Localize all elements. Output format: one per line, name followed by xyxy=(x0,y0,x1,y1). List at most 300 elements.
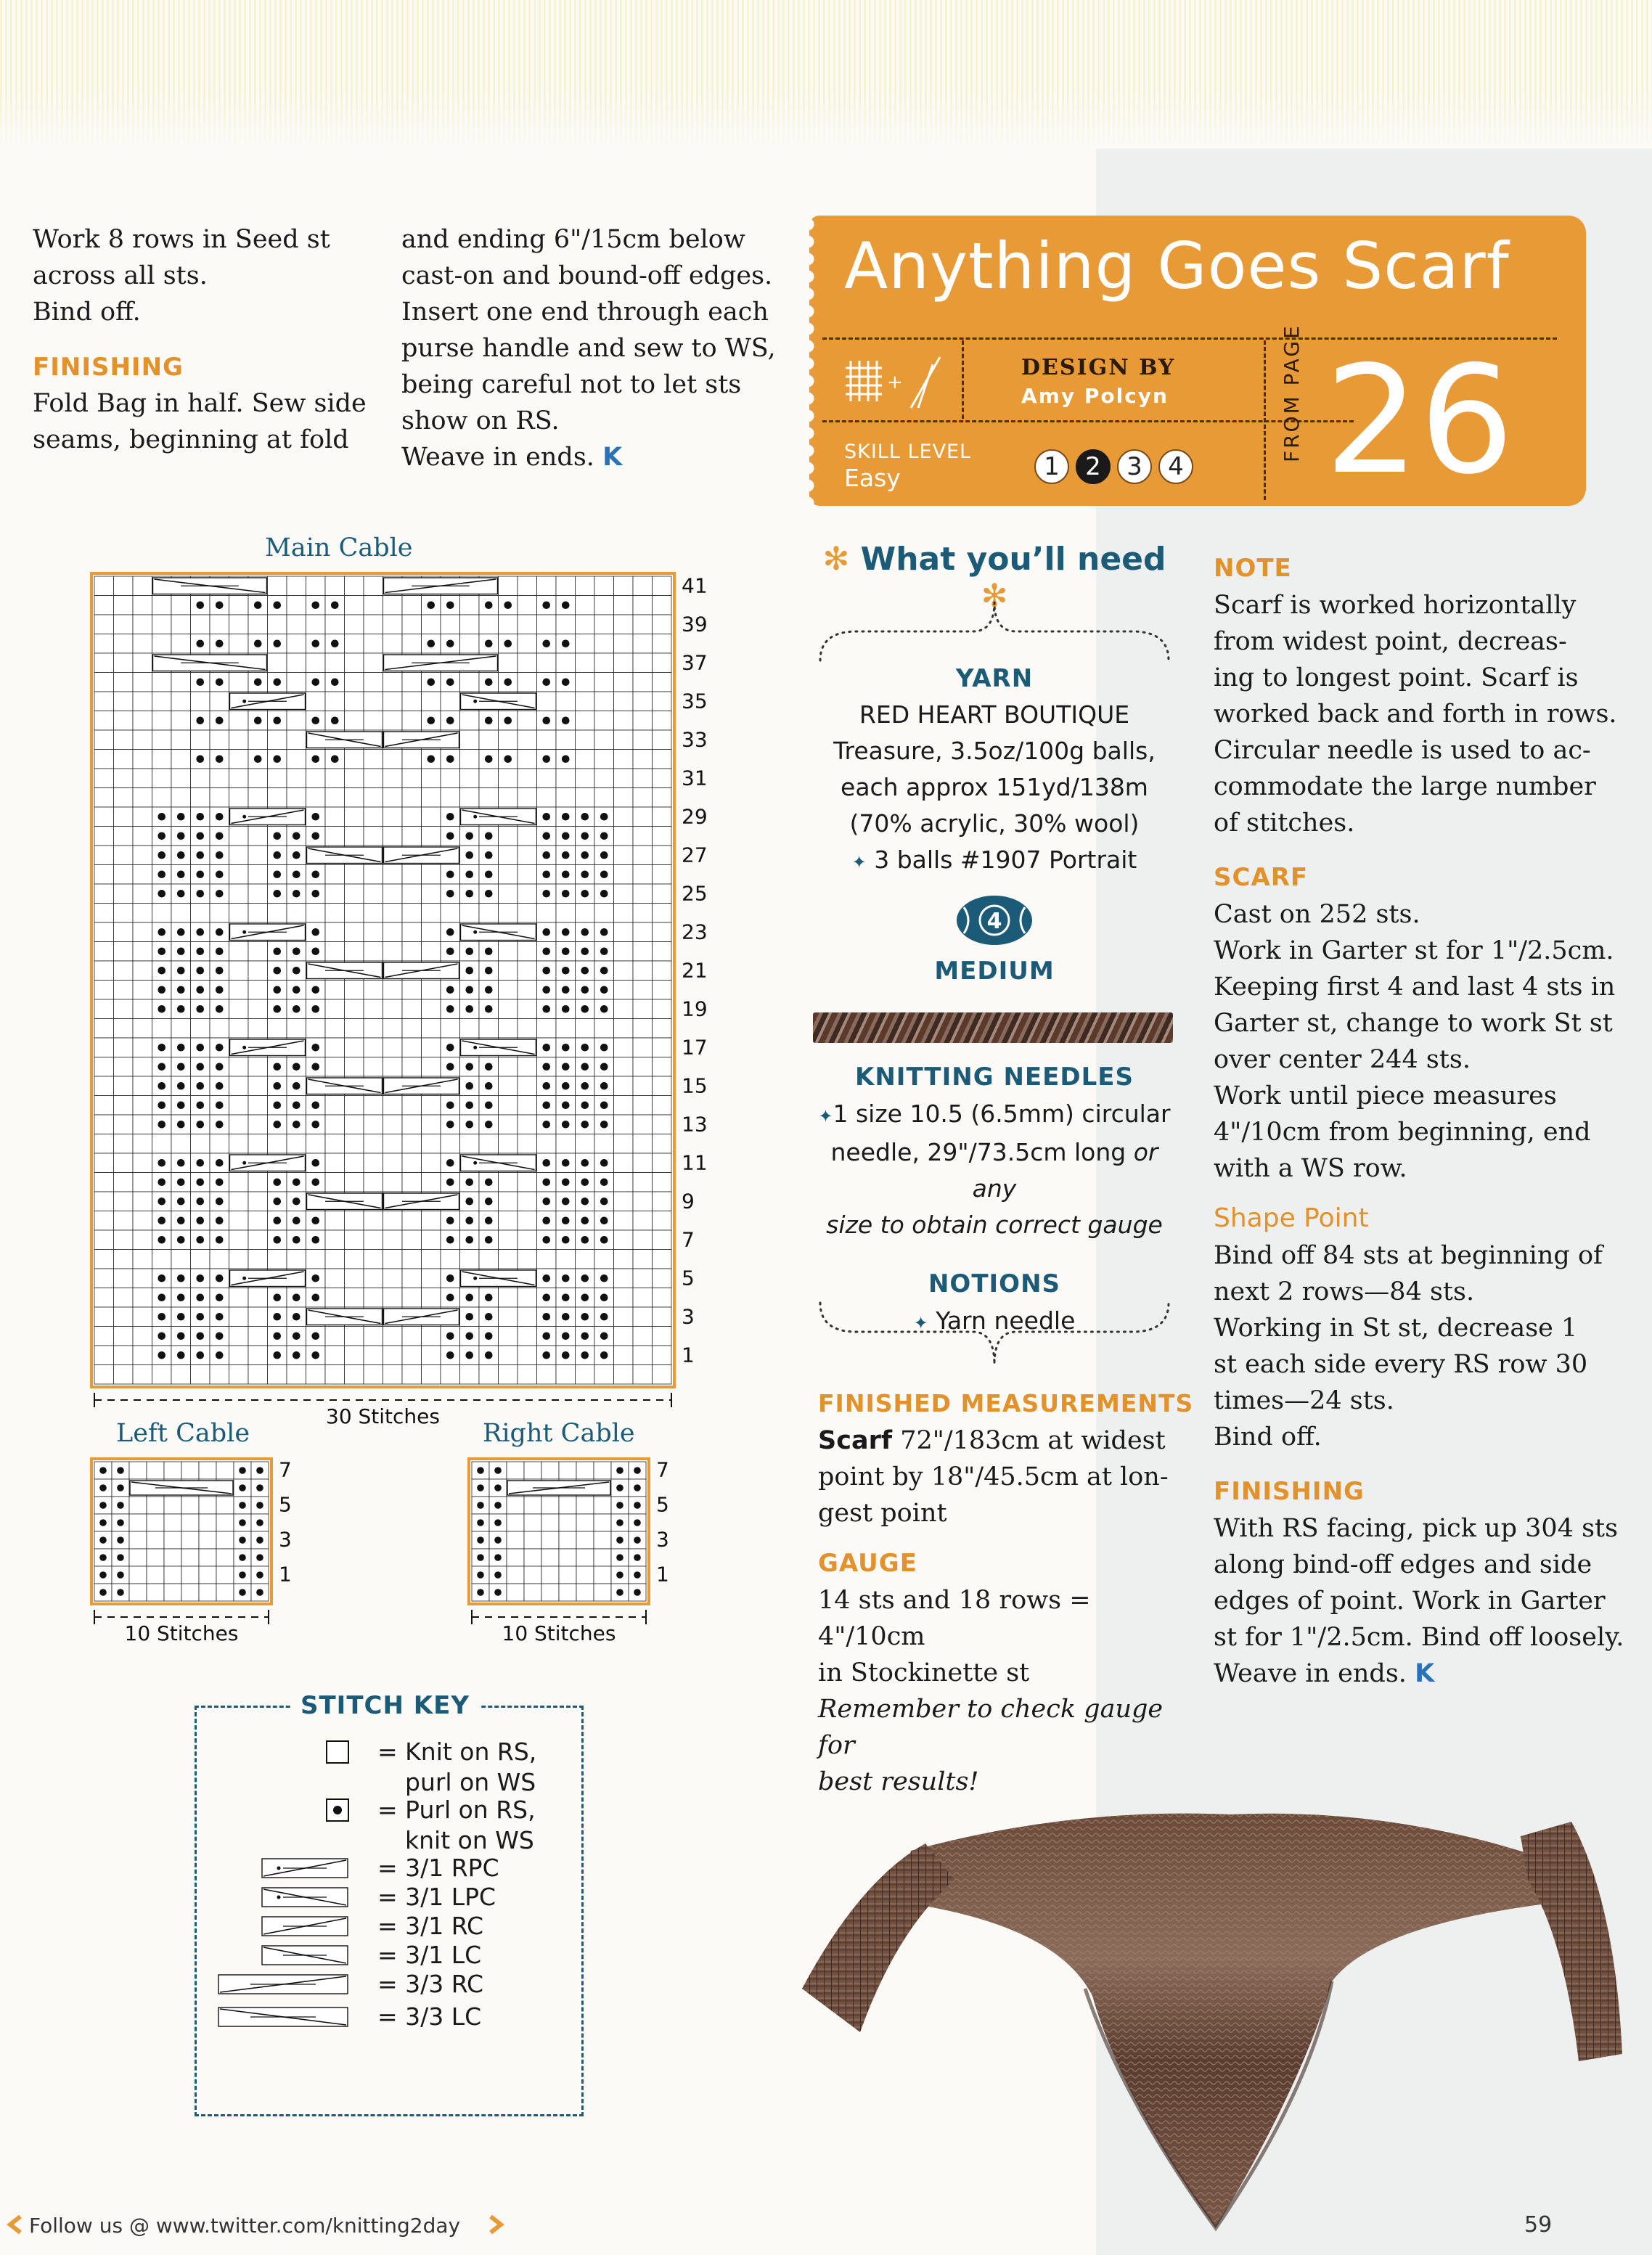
chart-cell xyxy=(133,1096,152,1116)
purl-dot xyxy=(196,1351,204,1359)
purl-dot xyxy=(465,890,473,898)
purl-dot xyxy=(562,967,570,975)
chart-cell xyxy=(383,1134,403,1154)
purl-dot xyxy=(542,1082,550,1090)
purl-dot xyxy=(446,601,454,609)
purl-dot xyxy=(293,1063,300,1071)
chart-cell xyxy=(364,1211,383,1231)
purl-dot xyxy=(600,1159,608,1167)
chart-cell xyxy=(614,769,634,788)
purl-dot xyxy=(196,1159,204,1167)
chart-cell xyxy=(94,1211,114,1231)
purl-dot xyxy=(273,1293,281,1301)
purl-dot xyxy=(311,678,319,686)
chart-cell xyxy=(268,730,287,750)
chart-cell xyxy=(181,1531,199,1549)
chart-cell xyxy=(94,576,114,596)
purl-dot xyxy=(465,1121,473,1129)
chart-cell xyxy=(94,1115,114,1134)
purl-dot xyxy=(196,678,204,686)
chart-cell xyxy=(364,981,383,1000)
chart-cell xyxy=(422,999,441,1019)
purl-dot xyxy=(581,832,589,840)
purl-dot xyxy=(465,947,473,955)
chart-cell xyxy=(499,827,518,846)
chart-cell xyxy=(191,788,210,808)
purl-dot xyxy=(177,1121,185,1129)
purl-dot xyxy=(158,1293,165,1301)
purl-dot xyxy=(562,1236,570,1244)
footer-arrow-icon xyxy=(4,2214,26,2235)
chart-cell xyxy=(248,788,268,808)
chart-cell xyxy=(152,788,172,808)
chart-cell xyxy=(614,788,634,808)
chart-cell xyxy=(614,865,634,885)
chart-cell xyxy=(559,1497,576,1514)
chart-cell xyxy=(614,1365,634,1385)
purl-dot xyxy=(427,755,435,763)
chart-cell xyxy=(94,1288,114,1308)
chart-cell xyxy=(152,769,172,788)
purl-dot xyxy=(542,601,550,609)
purl-dot xyxy=(477,1554,484,1561)
chart-cell xyxy=(364,1019,383,1039)
row-label: 31 xyxy=(682,766,708,790)
chart-cell xyxy=(507,1549,524,1566)
purl-dot xyxy=(504,755,512,763)
purl-dot xyxy=(311,1274,319,1282)
chart-cell xyxy=(147,1531,164,1549)
purl-dot xyxy=(485,1178,493,1186)
purl-dot xyxy=(216,755,224,763)
purl-dot xyxy=(562,678,570,686)
chart-cell xyxy=(633,1038,653,1057)
purl-dot xyxy=(562,1198,570,1206)
chart-cell xyxy=(594,1462,611,1479)
chart-cell xyxy=(383,1327,403,1346)
chart-cell xyxy=(499,904,518,923)
chart-cell xyxy=(614,827,634,846)
purl-dot xyxy=(273,601,281,609)
chart-cell xyxy=(633,1134,653,1154)
text-line: worked back and forth in rows. xyxy=(1214,700,1617,729)
purl-dot xyxy=(485,678,493,686)
purl-dot xyxy=(158,1121,165,1129)
chart-cell xyxy=(383,1230,403,1250)
chart-cell xyxy=(537,1134,557,1154)
purl-dot xyxy=(485,639,493,647)
chart-cell xyxy=(364,1115,383,1134)
chart-cell xyxy=(594,596,614,615)
purl-dot xyxy=(542,832,550,840)
chart-cell xyxy=(114,769,134,788)
chart-cell xyxy=(633,769,653,788)
chart-cell xyxy=(518,1057,537,1077)
purl-dot xyxy=(581,1216,589,1224)
purl-dot xyxy=(177,1159,185,1167)
purl-dot xyxy=(504,639,512,647)
row-label: 3 xyxy=(682,1304,695,1329)
chart-cell xyxy=(229,961,249,981)
chart-cell xyxy=(499,1346,518,1365)
purl-dot xyxy=(273,639,281,647)
purl-dot xyxy=(158,967,165,975)
chart-cell xyxy=(152,1250,172,1269)
chart-cell xyxy=(383,942,403,962)
chart-cell xyxy=(460,788,480,808)
chart-cell xyxy=(114,1230,134,1250)
chart-cell xyxy=(229,750,249,769)
designer-name: Amy Polcyn xyxy=(1021,384,1169,408)
purl-dot xyxy=(542,1005,550,1013)
chart-cell xyxy=(422,1115,441,1134)
chart-cell xyxy=(422,1269,441,1288)
chart-cell xyxy=(94,1269,114,1288)
purl-dot xyxy=(542,1159,550,1167)
chart-cell xyxy=(633,827,653,846)
chart-cell xyxy=(614,961,634,981)
chart-cell xyxy=(460,750,480,769)
chart-cell xyxy=(364,615,383,634)
chart-cell xyxy=(345,904,364,923)
chart-cell xyxy=(633,750,653,769)
purl-dot xyxy=(117,1484,124,1491)
chart-cell xyxy=(229,1288,249,1308)
chart-cell xyxy=(614,1269,634,1288)
purl-dot xyxy=(158,890,165,898)
chart-cell xyxy=(129,1584,147,1601)
purl-dot xyxy=(562,755,570,763)
purl-dot xyxy=(542,1293,550,1301)
chart-cell xyxy=(614,1346,634,1365)
chart-cell xyxy=(364,1365,383,1385)
chart-cell xyxy=(518,634,537,654)
purl-dot xyxy=(446,1236,454,1244)
purl-dot xyxy=(117,1519,124,1526)
chart-cell xyxy=(268,653,287,673)
chart-cell xyxy=(114,1019,134,1039)
scarf-photo xyxy=(780,1793,1637,2243)
purl-dot xyxy=(216,890,224,898)
divider xyxy=(962,340,964,419)
chart-cell xyxy=(460,1019,480,1039)
chart-cell xyxy=(614,1173,634,1192)
chart-cell xyxy=(248,942,268,962)
chart-cell xyxy=(345,942,364,962)
notions-heading: NOTIONS xyxy=(928,1269,1061,1298)
chart-cell xyxy=(594,1531,611,1549)
chart-cell xyxy=(287,634,306,654)
purl-dot xyxy=(273,1101,281,1109)
text-line: Fold Bag in half. Sew side xyxy=(33,389,367,418)
chart-cell xyxy=(345,576,364,596)
chart-cell xyxy=(507,1584,524,1601)
chart-cell xyxy=(114,807,134,827)
chart-cell xyxy=(541,1514,559,1531)
chart-cell xyxy=(94,769,114,788)
chart-cell xyxy=(229,1057,249,1077)
purl-dot xyxy=(562,716,570,724)
chart-cell xyxy=(325,653,345,673)
purl-dot xyxy=(427,601,435,609)
brace-bottom xyxy=(813,1299,1176,1379)
chart-cell xyxy=(633,673,653,692)
purl-dot xyxy=(196,947,204,955)
chart-cell xyxy=(633,1173,653,1192)
chart-cell xyxy=(537,653,557,673)
purl-dot xyxy=(465,967,473,975)
chart-cell xyxy=(402,1153,422,1173)
purl-dot xyxy=(196,1293,204,1301)
chart-cell xyxy=(364,673,383,692)
end-mark-icon: K xyxy=(1415,1659,1435,1688)
chart-cell xyxy=(133,827,152,846)
purl-dot xyxy=(196,1274,204,1282)
chart-cell xyxy=(210,615,229,634)
chart-cell xyxy=(306,1250,326,1269)
text-line: Work 8 rows in Seed st xyxy=(33,225,330,254)
text-line: st for 1"/2.5cm. Bind off loosely. xyxy=(1214,1623,1624,1652)
bullet-icon: ✦ xyxy=(913,1313,928,1333)
chart-cell xyxy=(114,673,134,692)
chart-cell xyxy=(614,981,634,1000)
stitch-key-item xyxy=(377,2002,481,2032)
purl-dot xyxy=(196,1121,204,1129)
chart-cell xyxy=(402,1134,422,1154)
chart-cell xyxy=(422,692,441,711)
purl-dot xyxy=(256,1519,263,1526)
chart-cell xyxy=(133,769,152,788)
text-line: 72"/183cm at widest xyxy=(892,1426,1166,1455)
purl-dot xyxy=(158,928,165,936)
chart-cell xyxy=(383,1038,403,1057)
chart-cell xyxy=(576,730,595,750)
chart-cell xyxy=(499,846,518,865)
purl-dot xyxy=(311,1044,319,1052)
row-label: 29 xyxy=(682,804,708,829)
finishing2-heading: FINISHING xyxy=(1214,1477,1365,1506)
purl-dot xyxy=(177,1082,185,1090)
purl-dot xyxy=(446,1178,454,1186)
chart-cell xyxy=(94,942,114,962)
chart-cell xyxy=(171,750,191,769)
text-line: Insert one end through each xyxy=(401,298,769,327)
chart-cell xyxy=(518,1019,537,1039)
chart-cell xyxy=(383,1211,403,1231)
purl-dot xyxy=(477,1571,484,1579)
chart-cell xyxy=(94,1153,114,1173)
purl-dot xyxy=(465,1063,473,1071)
purl-dot xyxy=(446,1216,454,1224)
chart-cell xyxy=(364,922,383,942)
chart-cell xyxy=(306,576,326,596)
chart-cell xyxy=(422,1365,441,1385)
row-label: 23 xyxy=(682,920,708,944)
chart-cell xyxy=(422,807,441,827)
text-line: Remember to check gauge for xyxy=(818,1695,1164,1760)
chart-cell xyxy=(114,692,134,711)
purl-dot xyxy=(117,1554,124,1561)
chart-cell xyxy=(114,904,134,923)
chart-cell xyxy=(422,615,441,634)
chart-cell xyxy=(422,769,441,788)
chart-cell xyxy=(164,1566,181,1584)
chart-cell xyxy=(653,730,672,750)
purl-dot xyxy=(600,1101,608,1109)
purl-dot xyxy=(117,1536,124,1544)
chart-cell xyxy=(248,615,268,634)
chart-cell xyxy=(114,730,134,750)
cable-symbol xyxy=(242,1277,246,1280)
purl-dot xyxy=(273,1121,281,1129)
chart-cell xyxy=(364,1346,383,1365)
chart-cell xyxy=(345,1288,364,1308)
purl-dot xyxy=(427,678,435,686)
purl-dot xyxy=(581,1274,589,1282)
text-line: (70% acrylic, 30% wool) xyxy=(849,809,1140,838)
chart-cell xyxy=(402,922,422,942)
purl-dot xyxy=(446,678,454,686)
purl-dot xyxy=(581,947,589,955)
chart-cell xyxy=(152,904,172,923)
chart-cell xyxy=(364,807,383,827)
chart-cell xyxy=(633,730,653,750)
purl-dot xyxy=(477,1502,484,1509)
chart-cell xyxy=(653,961,672,981)
chart-cell xyxy=(216,1531,234,1549)
purl-dot xyxy=(542,639,550,647)
chart-cell xyxy=(114,1096,134,1116)
purl-dot xyxy=(634,1502,641,1509)
purl-dot xyxy=(600,851,608,859)
chart-cell xyxy=(129,1462,147,1479)
chart-cell xyxy=(402,1269,422,1288)
chart-cell xyxy=(499,1096,518,1116)
purl-dot xyxy=(216,1082,224,1090)
chart-cell xyxy=(133,1211,152,1231)
chart-cell xyxy=(402,711,422,731)
text-line: seams, beginning at fold xyxy=(33,425,349,454)
chart-cell xyxy=(614,1096,634,1116)
chart-cell xyxy=(383,673,403,692)
purl-dot xyxy=(196,1005,204,1013)
chart-cell xyxy=(653,1269,672,1288)
purl-dot xyxy=(158,1216,165,1224)
purl-dot xyxy=(446,928,454,936)
chart-cell xyxy=(229,846,249,865)
chart-cell xyxy=(614,1076,634,1096)
purl-dot xyxy=(542,1178,550,1186)
purl-dot xyxy=(196,986,204,994)
purl-dot xyxy=(216,1063,224,1071)
text-line: and ending 6"/15cm below xyxy=(401,225,745,254)
chart-cell xyxy=(345,827,364,846)
chart-cell xyxy=(441,904,460,923)
purl-dot xyxy=(158,813,165,821)
purl-dot xyxy=(216,1313,224,1321)
purl-dot xyxy=(581,1236,589,1244)
purl-dot xyxy=(239,1519,246,1526)
text-line: Scarf is worked horizontally xyxy=(1214,591,1577,620)
row-label: 17 xyxy=(682,1035,708,1060)
purl-dot xyxy=(581,1313,589,1321)
chart-cell xyxy=(594,769,614,788)
purl-dot xyxy=(239,1467,246,1474)
chart-cell xyxy=(518,904,537,923)
purl-dot xyxy=(273,1178,281,1186)
footer-twitter-link[interactable]: Follow us @ www.twitter.com/knitting2day xyxy=(29,2214,461,2238)
purl-dot xyxy=(177,1216,185,1224)
chart-cell xyxy=(199,1584,216,1601)
chart-cell xyxy=(181,1566,199,1584)
chart-cell xyxy=(325,942,345,962)
chart-cell xyxy=(633,1211,653,1231)
chart-cell xyxy=(114,999,134,1019)
chart-cell xyxy=(633,922,653,942)
text-line: Bind off 84 sts at beginning of xyxy=(1214,1241,1603,1270)
chart-cell xyxy=(383,1365,403,1385)
purl-dot xyxy=(446,1121,454,1129)
purl-dot xyxy=(177,1198,185,1206)
chart-cell xyxy=(345,692,364,711)
chart-cell xyxy=(524,1531,541,1549)
purl-dot xyxy=(177,851,185,859)
purl-dot xyxy=(465,1293,473,1301)
purl-dot xyxy=(616,1467,623,1474)
purl-dot xyxy=(477,1467,484,1474)
chart-cell xyxy=(114,1134,134,1154)
chart-cell xyxy=(325,1019,345,1039)
purl-dot xyxy=(331,639,339,647)
chart-cell xyxy=(94,884,114,904)
chart-cell xyxy=(499,1057,518,1077)
purl-dot xyxy=(196,1044,204,1052)
chart-cell xyxy=(248,827,268,846)
snowflake-icon: ✻ xyxy=(981,578,1008,615)
purl-dot xyxy=(485,716,493,724)
row-label: 5 xyxy=(682,1266,695,1290)
chart-cell xyxy=(441,1019,460,1039)
chart-cell xyxy=(133,981,152,1000)
purl-dot xyxy=(485,947,493,955)
text-line: Keeping first 4 and last 4 sts in xyxy=(1214,973,1616,1002)
text-line: RED HEART BOUTIQUE xyxy=(859,700,1130,729)
chart-cell xyxy=(94,827,114,846)
chart-cell xyxy=(210,1019,229,1039)
purl-dot xyxy=(99,1467,107,1474)
chart-cell xyxy=(229,904,249,923)
chart-cell xyxy=(325,769,345,788)
text-line: 4"/10cm from beginning, end xyxy=(1214,1118,1591,1147)
chart-cell xyxy=(653,788,672,808)
left-cable-title: Left Cable xyxy=(116,1419,250,1448)
shape-point-heading: Shape Point xyxy=(1214,1203,1369,1233)
chart-cell xyxy=(556,788,576,808)
purl-dot xyxy=(177,1005,185,1013)
cable-symbol xyxy=(242,1046,246,1049)
chart-cell xyxy=(248,846,268,865)
purl-dot xyxy=(542,1044,550,1052)
chart-cell xyxy=(653,576,672,596)
chart-cell xyxy=(402,1288,422,1308)
chart-cell xyxy=(633,1076,653,1096)
header-band xyxy=(0,0,1652,149)
chart-cell xyxy=(541,1462,559,1479)
chart-cell xyxy=(576,1365,595,1385)
text-line: With RS facing, pick up 304 sts xyxy=(1214,1514,1619,1543)
purl-dot xyxy=(446,1044,454,1052)
purl-dot xyxy=(311,1063,319,1071)
